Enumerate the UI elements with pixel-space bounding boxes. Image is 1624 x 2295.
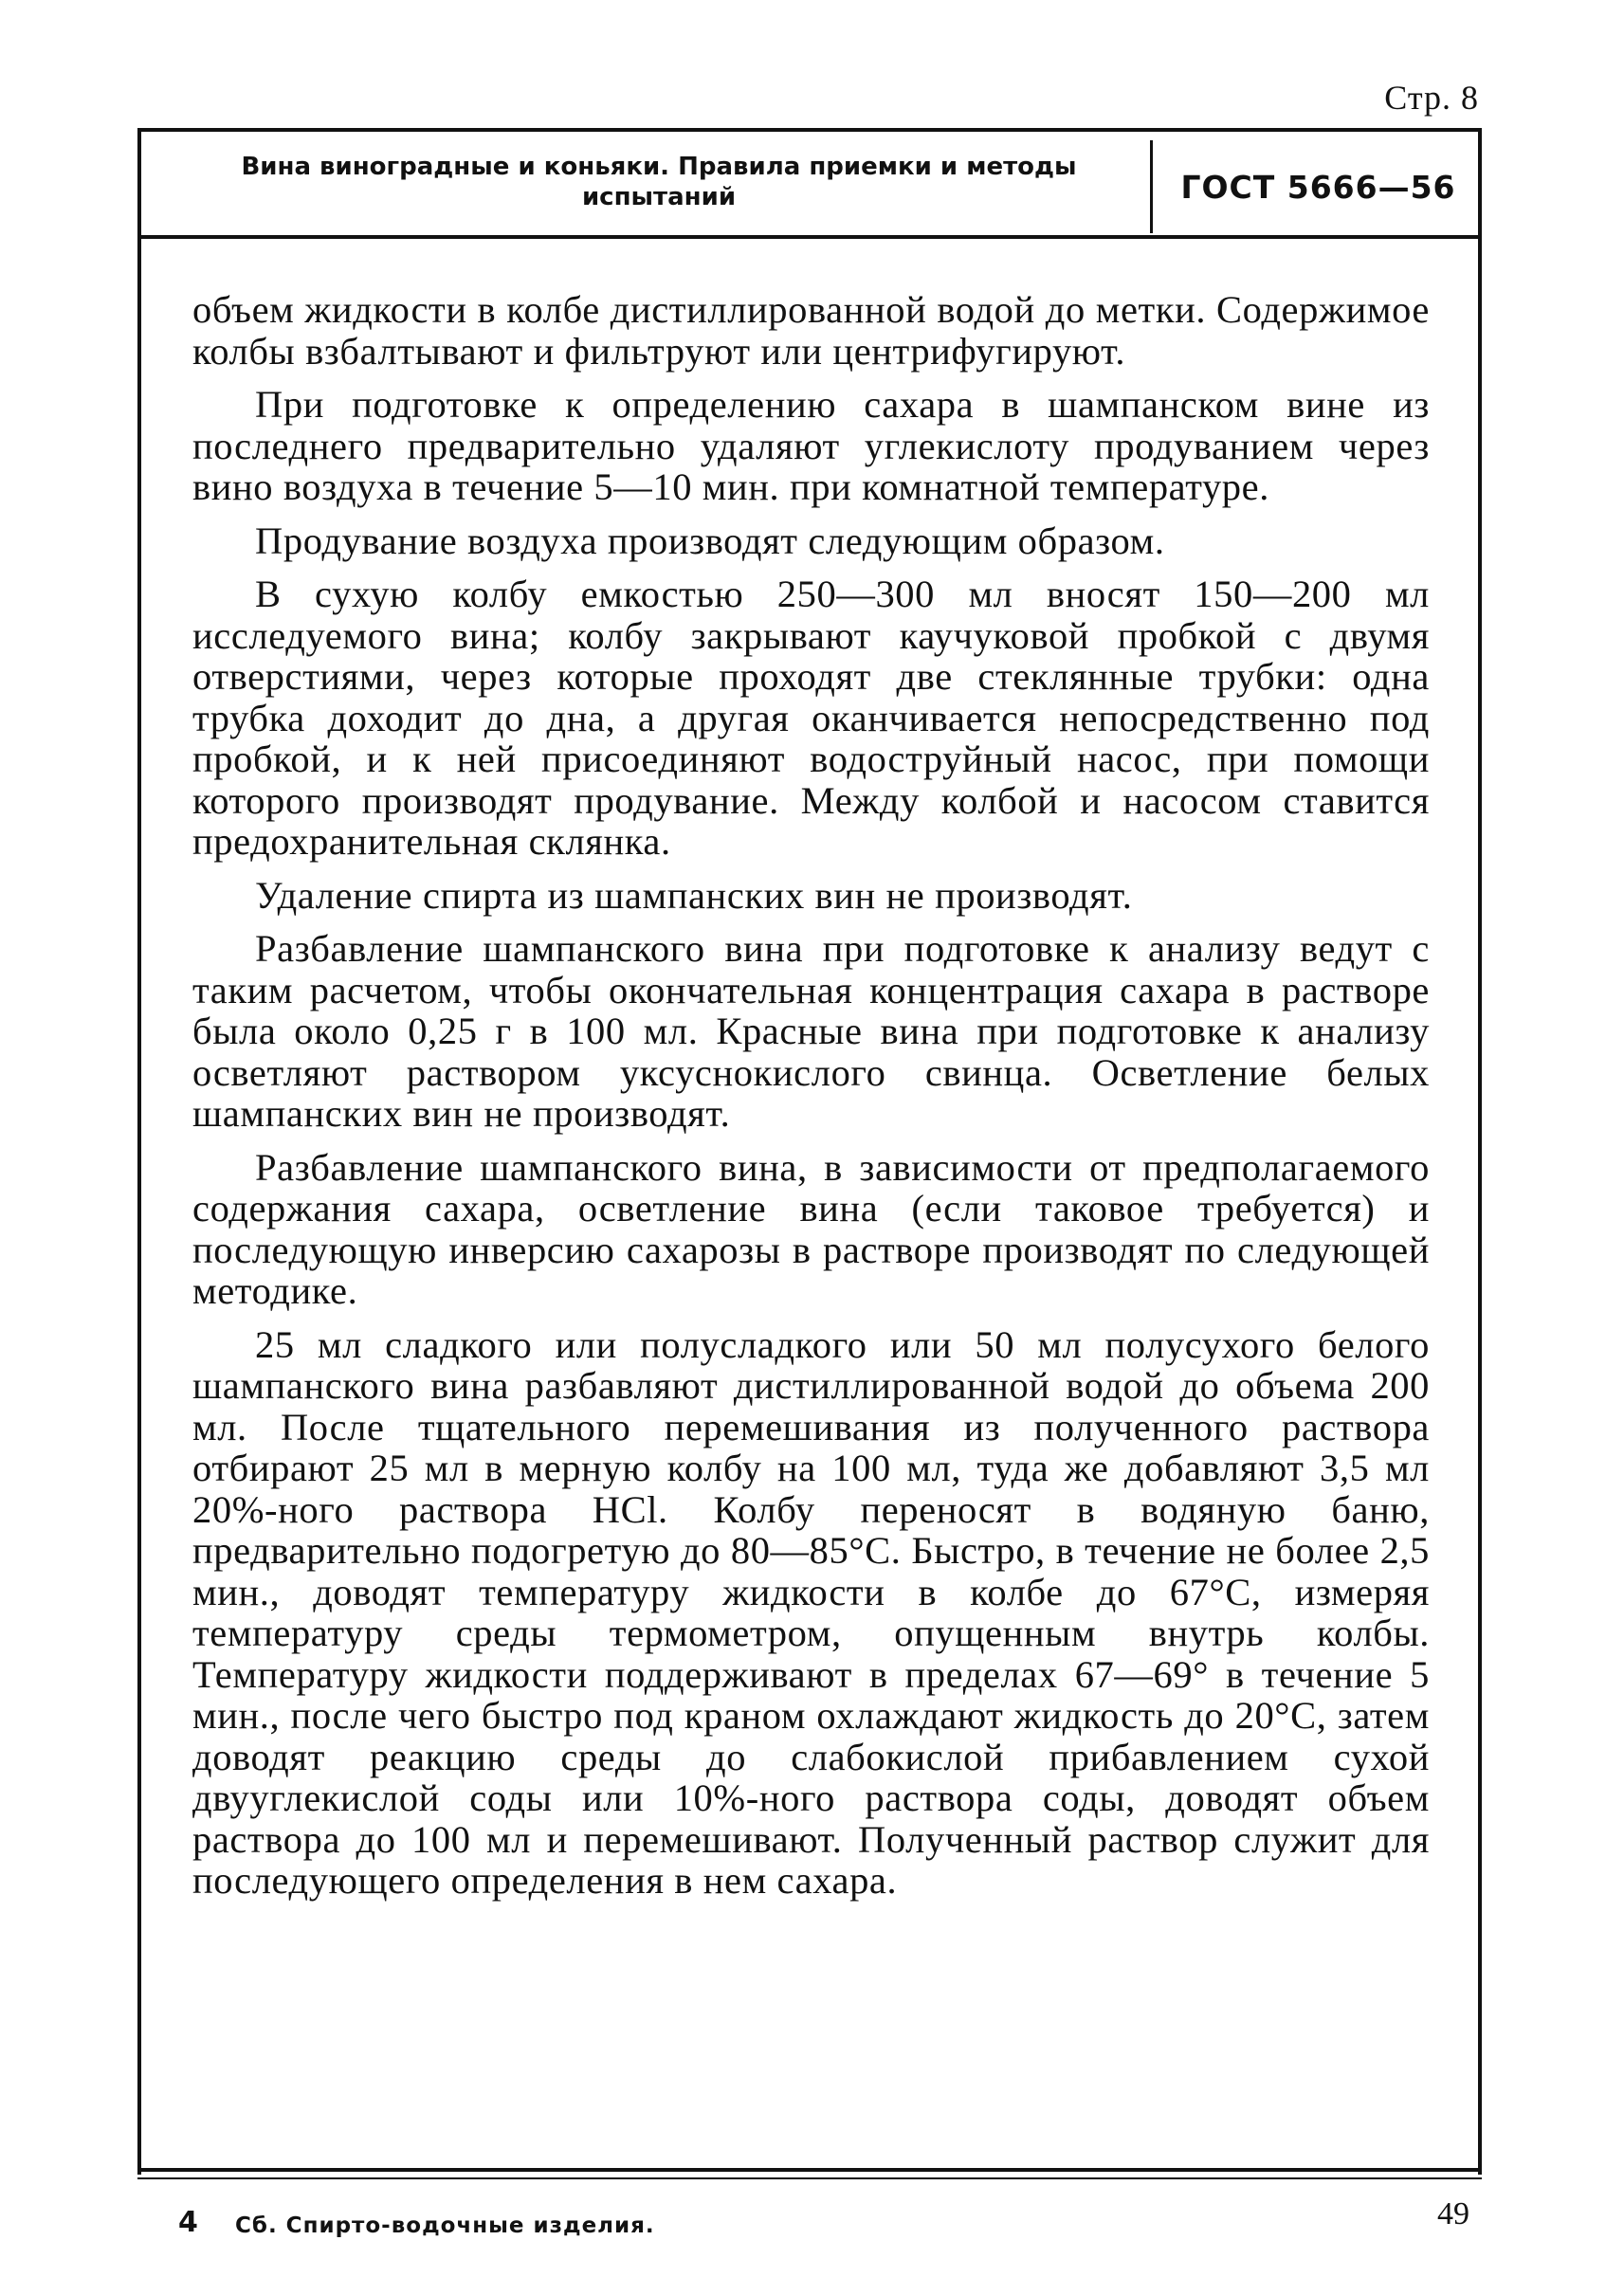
signature-number: 4 (178, 2206, 198, 2239)
book-title: Сб. Спирто-водочные изделия. (235, 2213, 655, 2238)
header-standard: ГОСТ 5666—56 (1180, 169, 1456, 206)
paragraph-5: Удаление спирта из шампанских вин не производят. (255, 873, 1133, 917)
page-label: Стр. 8 (1384, 79, 1479, 117)
bottom-rule (137, 2168, 1482, 2172)
page-number: 49 (1437, 2196, 1469, 2231)
body-text (192, 289, 1430, 1914)
paragraph-3: Продувание воздуха производят следующим образом. (255, 519, 1165, 562)
header-title: Вина виноградные и коньяки. Правила приемки и методы испытаний (241, 153, 1077, 211)
header-rule (137, 235, 1482, 239)
paragraph-4: В сухую колбу емкостью 250—300 мл вносят 150—200 мл исследуемого вина; колбу закрывают каучуковой пробкой с двумя отверстиями, через которые проходят две стеклянные трубки: одна трубка доходит до дна, а другая оканчивается непосредственно под пробкой, и к ней присоединяют водоструйный насос, при помощи которого производят продувание. Между колбой и насосом ставится предохранительная склянка. (192, 573, 1430, 863)
paragraph-1: объем жидкости в колбе дистиллированной водой до метки. Содержимое колбы взбалтывают и фильтруют или центрифугируют. (192, 288, 1430, 373)
bottom-rule-thin (137, 2177, 1482, 2179)
paragraph-6: Разбавление шампанского вина при подготовке к анализу ведут с таким расчетом, чтобы окончательная концентрация сахара в растворе была около 0,25 г в 100 мл. Красные вина при подготовке к анализу осветляют раствором уксуснокислого свинца. Осветление белых шампанских вин не производят. (192, 927, 1430, 1135)
header-divider (1150, 140, 1153, 233)
paragraph-2: При подготовке к определению сахара в шампанском вине из последнего предварительно удаляют углекислоту продуванием через вино воздуха в течение 5—10 мин. при комнатной температуре. (192, 383, 1430, 508)
paragraph-7: Разбавление шампанского вина, в зависимости от предполагаемого содержания сахара, осветление вина (если таковое требуется) и последующую инверсию сахарозы в растворе производят по следующей методике. (192, 1145, 1430, 1312)
paragraph-8: 25 мл сладкого или полусладкого или 50 мл полусухого белого шампанского вина разбавляют дистиллированной водой до объема 200 мл. После тщательного перемешивания из полученного раствора отбирают 25 мл в мерную колбу на 100 мл, туда же добавляют 3,5 мл 20%-ного раствора HCl. Колбу переносят в водяную баню, предварительно подогретую до 80—85°С. Быстро, в течение не более 2,5 мин., доводят температуру жидкости в колбе до 67°С, измеряя температуру среды термометром, опущенным внутрь колбы. Температуру жидкости поддерживают в пределах 67—69° в течение 5 мин., после чего быстро под краном охлаждают жидкость до 20°С, затем доводят реакцию среды до слабокислой прибавлением сухой двууглекислой соды или 10%-ного раствора соды, доводят объем раствора до 100 мл и перемешивают. Полученный раствор служит для последующего определения в нем сахара. (192, 1322, 1430, 1902)
